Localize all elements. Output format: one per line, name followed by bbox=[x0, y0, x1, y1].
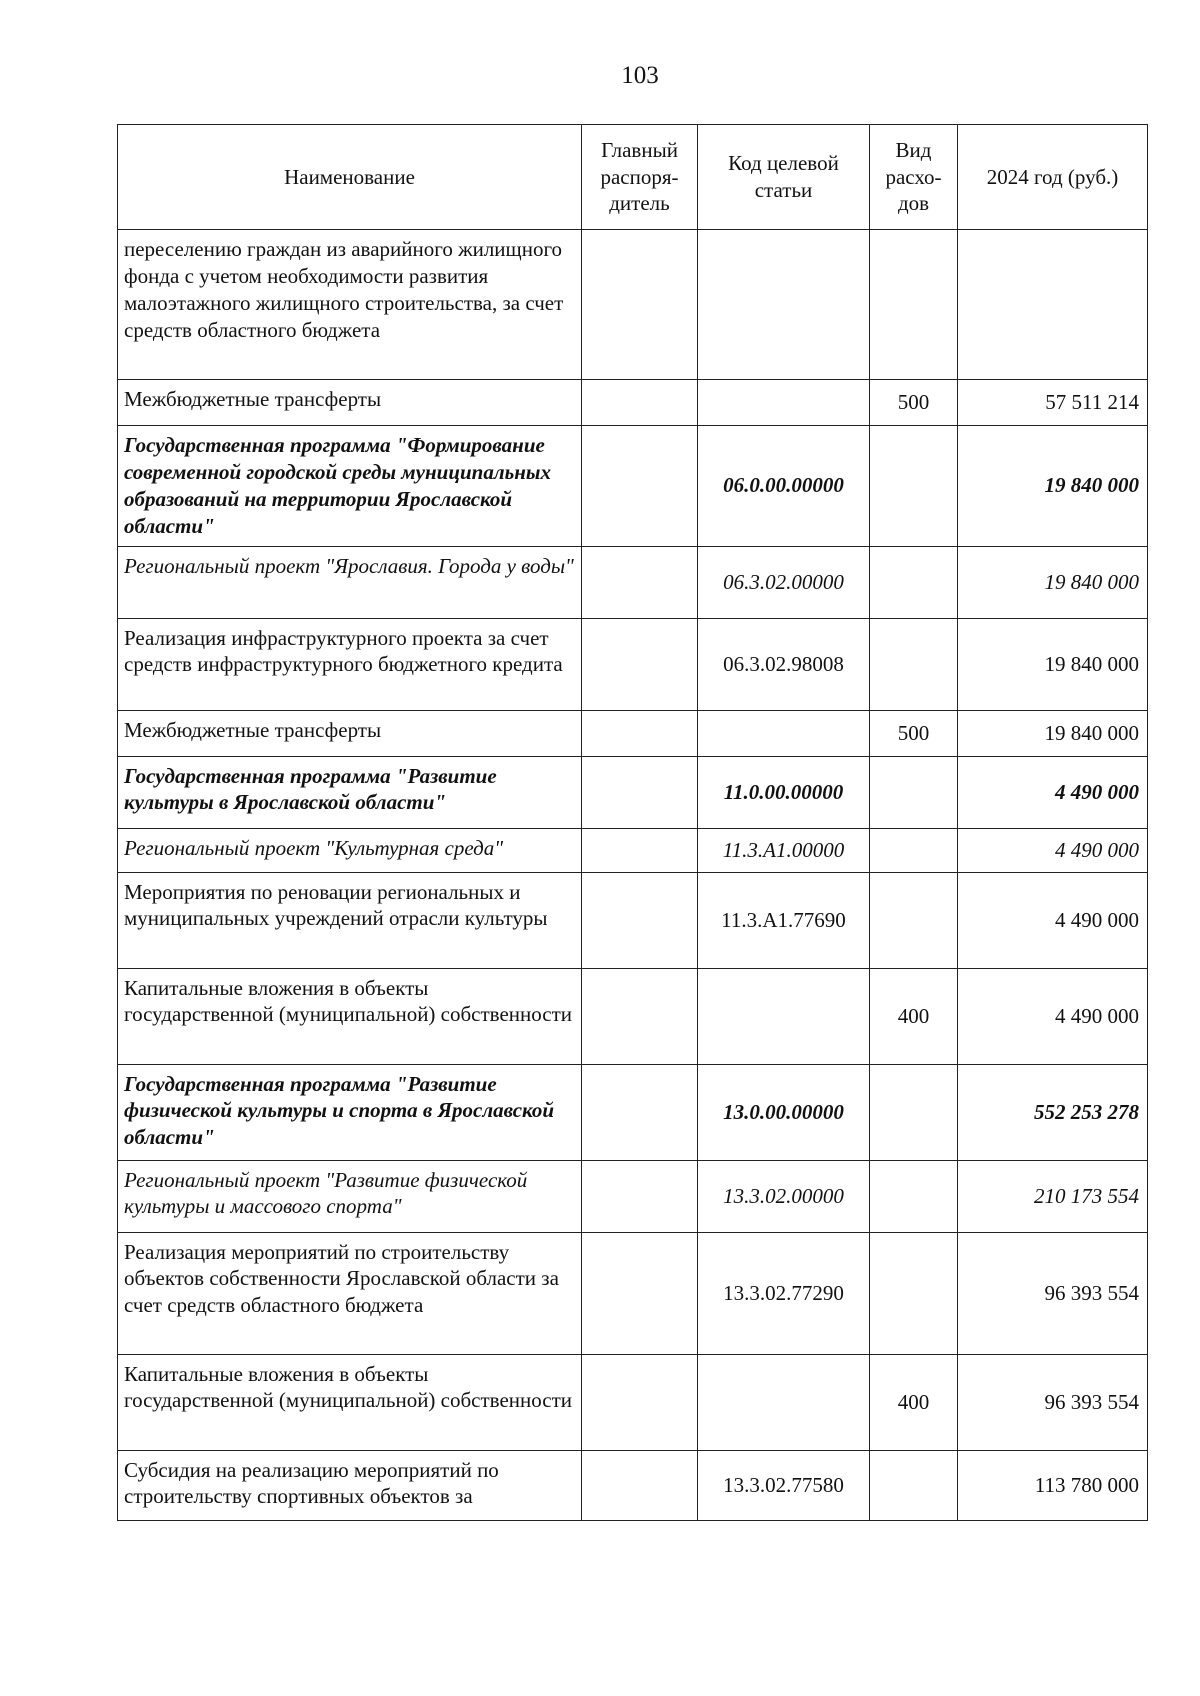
cell-name: Реализация инфраструктурного проекта за счет средств инфраструктурного бюджетного кредита bbox=[118, 618, 582, 710]
cell-amount bbox=[958, 230, 1148, 380]
table-row bbox=[118, 1064, 1148, 1160]
cell-name: Капитальные вложения в объекты государственной (муниципальной) собственности bbox=[118, 968, 582, 1064]
cell-name: Региональный проект "Ярославия. Города у воды" bbox=[118, 546, 582, 618]
cell-name: Государственная программа "Развитие физической культуры и спорта в Ярославской области" bbox=[118, 1064, 582, 1160]
cell-amount: 57 511 214 bbox=[958, 380, 1148, 426]
table-row bbox=[118, 1450, 1148, 1520]
cell-type bbox=[870, 1160, 958, 1232]
cell-admin bbox=[582, 546, 698, 618]
cell-amount: 96 393 554 bbox=[958, 1354, 1148, 1450]
cell-code: 11.3.А1.77690 bbox=[698, 872, 870, 968]
table-row bbox=[118, 380, 1148, 426]
table-row bbox=[118, 426, 1148, 547]
cell-admin bbox=[582, 1160, 698, 1232]
cell-amount: 552 253 278 bbox=[958, 1064, 1148, 1160]
cell-admin bbox=[582, 1354, 698, 1450]
cell-code bbox=[698, 968, 870, 1064]
cell-admin bbox=[582, 710, 698, 756]
cell-amount: 113 780 000 bbox=[958, 1450, 1148, 1520]
cell-type: 400 bbox=[870, 1354, 958, 1450]
cell-amount: 19 840 000 bbox=[958, 426, 1148, 547]
table-row bbox=[118, 968, 1148, 1064]
cell-admin bbox=[582, 968, 698, 1064]
table-row bbox=[118, 618, 1148, 710]
cell-admin bbox=[582, 828, 698, 872]
cell-admin bbox=[582, 426, 698, 547]
cell-type bbox=[870, 1064, 958, 1160]
page-number: 103 bbox=[621, 62, 659, 89]
cell-name: Государственная программа "Развитие культуры в Ярославской области" bbox=[118, 756, 582, 828]
cell-admin bbox=[582, 230, 698, 380]
header-name: Наименование bbox=[118, 125, 582, 230]
cell-amount: 19 840 000 bbox=[958, 546, 1148, 618]
table-row bbox=[118, 872, 1148, 968]
cell-code: 13.3.02.77290 bbox=[698, 1232, 870, 1354]
table-row bbox=[118, 1160, 1148, 1232]
cell-type: 500 bbox=[870, 380, 958, 426]
cell-name: Межбюджетные трансферты bbox=[118, 380, 582, 426]
cell-type bbox=[870, 828, 958, 872]
cell-name: переселению граждан из аварийного жилищного фонда с учетом необходимости развития малоэтажного жилищного строительства, за счет средств областного бюджета bbox=[118, 230, 582, 380]
header-code: Код целевой статьи bbox=[698, 125, 870, 230]
cell-name: Региональный проект "Культурная среда" bbox=[118, 828, 582, 872]
cell-amount: 4 490 000 bbox=[958, 828, 1148, 872]
table-row bbox=[118, 230, 1148, 380]
cell-code: 13.3.02.00000 bbox=[698, 1160, 870, 1232]
cell-name: Субсидия на реализацию мероприятий по строительству спортивных объектов за bbox=[118, 1450, 582, 1520]
table-row bbox=[118, 756, 1148, 828]
cell-code bbox=[698, 230, 870, 380]
cell-admin bbox=[582, 618, 698, 710]
cell-code: 06.3.02.00000 bbox=[698, 546, 870, 618]
header-amount: 2024 год (руб.) bbox=[958, 125, 1148, 230]
cell-name: Региональный проект "Развитие физической культуры и массового спорта" bbox=[118, 1160, 582, 1232]
cell-code bbox=[698, 1354, 870, 1450]
header-type: Вид расхо-дов bbox=[870, 125, 958, 230]
cell-type bbox=[870, 872, 958, 968]
cell-code bbox=[698, 380, 870, 426]
cell-admin bbox=[582, 380, 698, 426]
table-row bbox=[118, 710, 1148, 756]
cell-name: Капитальные вложения в объекты государственной (муниципальной) собственности bbox=[118, 1354, 582, 1450]
cell-amount: 210 173 554 bbox=[958, 1160, 1148, 1232]
budget-table bbox=[117, 124, 1148, 1521]
table-row bbox=[118, 1232, 1148, 1354]
cell-amount: 19 840 000 bbox=[958, 618, 1148, 710]
cell-admin bbox=[582, 1450, 698, 1520]
table-row bbox=[118, 1354, 1148, 1450]
cell-type bbox=[870, 1232, 958, 1354]
cell-amount: 96 393 554 bbox=[958, 1232, 1148, 1354]
cell-code: 06.0.00.00000 bbox=[698, 426, 870, 547]
cell-name: Мероприятия по реновации региональных и муниципальных учреждений отрасли культуры bbox=[118, 872, 582, 968]
cell-amount: 4 490 000 bbox=[958, 968, 1148, 1064]
table-row bbox=[118, 828, 1148, 872]
cell-admin bbox=[582, 1232, 698, 1354]
cell-type: 400 bbox=[870, 968, 958, 1064]
cell-type bbox=[870, 230, 958, 380]
cell-name: Реализация мероприятий по строительству объектов собственности Ярославской области за счет средств областного бюджета bbox=[118, 1232, 582, 1354]
cell-amount: 19 840 000 bbox=[958, 710, 1148, 756]
cell-amount: 4 490 000 bbox=[958, 756, 1148, 828]
cell-code: 13.0.00.00000 bbox=[698, 1064, 870, 1160]
table-header-row bbox=[118, 125, 1148, 230]
cell-admin bbox=[582, 1064, 698, 1160]
cell-code bbox=[698, 710, 870, 756]
cell-type bbox=[870, 426, 958, 547]
cell-type bbox=[870, 756, 958, 828]
cell-type bbox=[870, 546, 958, 618]
cell-type bbox=[870, 618, 958, 710]
cell-amount: 4 490 000 bbox=[958, 872, 1148, 968]
cell-admin bbox=[582, 756, 698, 828]
cell-name: Межбюджетные трансферты bbox=[118, 710, 582, 756]
header-admin: Главный распоря-дитель bbox=[582, 125, 698, 230]
cell-type: 500 bbox=[870, 710, 958, 756]
cell-code: 11.3.А1.00000 bbox=[698, 828, 870, 872]
cell-code: 06.3.02.98008 bbox=[698, 618, 870, 710]
cell-admin bbox=[582, 872, 698, 968]
cell-name: Государственная программа "Формирование современной городской среды муниципальных образований на территории Ярославской области" bbox=[118, 426, 582, 547]
cell-code: 11.0.00.00000 bbox=[698, 756, 870, 828]
cell-code: 13.3.02.77580 bbox=[698, 1450, 870, 1520]
cell-type bbox=[870, 1450, 958, 1520]
table-row bbox=[118, 546, 1148, 618]
